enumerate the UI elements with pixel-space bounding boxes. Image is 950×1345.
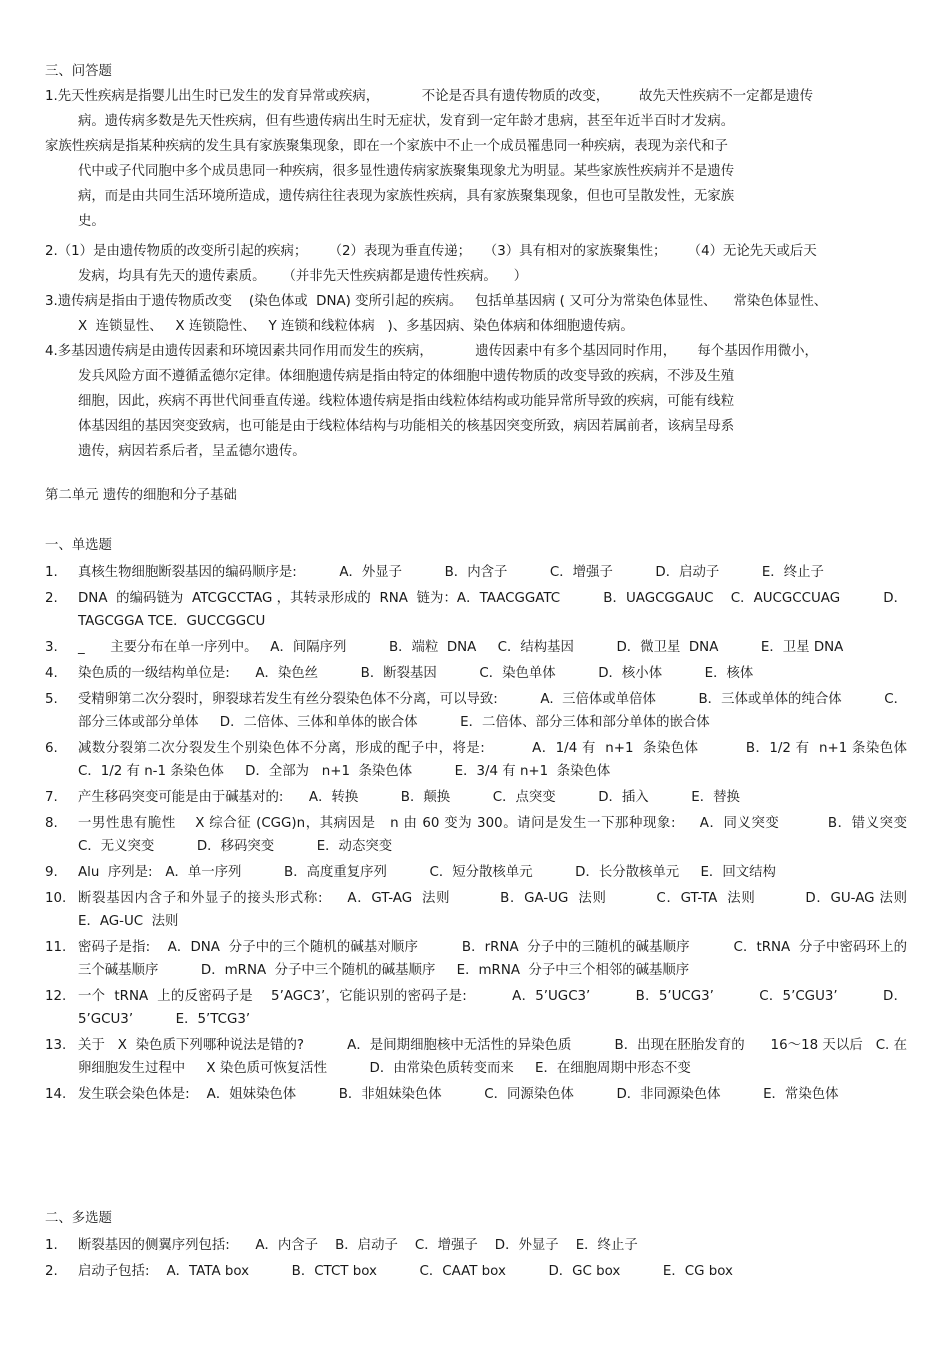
question-number: 10. [45,891,67,906]
question-number: 7. [45,790,58,805]
question-text: _ 主要分布在单一序列中。 A．间隔序列 B．端粒 DNA C．结构基因 D．微卫星 DNA E．卫星 DNA [78,640,844,655]
question-number: 12. [45,989,67,1004]
question-text: Alu 序列是: A．单一序列 B．高度重复序列 C．短分散核单元 D．长分散核单元 E．回文结构 [78,865,776,880]
qa-line: 史。 [78,214,105,229]
question-item [45,587,907,633]
question-text: 染色质的一级结构单位是: A．染色丝 B．断裂基因 C．染色单体 D．核小体 E．核体 [78,666,754,681]
question-text: 发生联会染色体是: A．姐妹染色体 B．非姐妹染色体 C．同源染色体 D．非同源染色体 E．常染色体 [78,1087,839,1102]
question-number: 1. [45,1238,58,1253]
question-number: 6. [45,741,58,756]
question-item [45,1083,907,1106]
question-text: 密码子是指: A．DNA 分子中的三个随机的碱基对顺序 B．rRNA 分子中的三随机的碱基顺序 C．tRNA 分子中密码环上的三个碱基顺序 D．mRNA 分子中三个随机的碱基顺序 E．mRNA 分子中三个相邻的碱基顺序 [78,940,907,978]
question-text: 产生移码突变可能是由于碱基对的: A．转换 B．颠换 C．点突变 D．插入 E．替换 [78,790,740,805]
qa-line: 细胞，因此，疾病不再世代间垂直传递。线粒体遗传病是指由线粒体结构或功能异常所导致的疾病，可能有线粒 [78,394,735,409]
single-choice-list [45,561,950,1109]
qa-answer-3 [45,289,905,339]
qa-answer-1 [45,84,905,134]
qa-line: 体基因组的基因突变致病，也可能是由于线粒体结构与功能相关的核基因突变所致，病因若属前者，该病呈母系 [78,419,735,434]
question-number: 14. [45,1087,67,1102]
qa-line: X 连锁显性、 X 连锁隐性、 Y 连锁和线粒体病 )、多基因病、染色体病和体细胞遗传病。 [78,319,634,334]
question-number: 13. [45,1038,67,1053]
question-number: 11. [45,940,67,955]
qa-line: 4.多基因遗传病是由遗传因素和环境因素共同作用而发生的疾病， 遗传因素中有多个基因同时作用， 每个基因作用微小， [45,344,818,359]
multi-choice-heading: 二、多选题 [45,1211,112,1226]
qa-line: 病。遗传病多数是先天性疾病，但有些遗传病出生时无症状，发育到一定年龄才患病，甚至年近半百时才发病。 [78,114,735,129]
question-number: 8. [45,816,58,831]
qa-line: 发兵风险方面不遵循孟德尔定律。体细胞遗传病是指由特定的体细胞中遗传物质的改变导致的疾病，不涉及生殖 [78,369,735,384]
question-item [45,786,907,809]
qa-answer-4 [45,339,905,464]
question-text: 受精卵第二次分裂时，卵裂球若发生有丝分裂染色体不分离，可以导致: A. 三倍体或单倍体 B．三体或单体的纯合体 C．部分三体或部分单体 D．二倍体、三体和单体的嵌合体 E．二倍体、部分三体和部分单体的嵌合体 [78,692,907,730]
question-text: 减数分裂第二次分裂发生个别染色体不分离，形成的配子中，将是: A．1/4 有 n+1 条染色体 B．1/2 有 n+1 条染色体 C．1/2 有 n-1 条染色体 D．全部为 n+1 条染色体 E．3/4 有 n+1 条染色体 [78,741,950,779]
question-number: 3. [45,640,58,655]
qa-answer-2 [45,239,905,289]
question-text: 断裂基因内含子和外显子的接头形式称: A．GT-AG 法则 B．GA-UG 法则 C．GT-TA 法则 D．GU-AG 法则 E．AG-UC 法则 [78,891,950,929]
qa-line: 病，而是由共同生活环境所造成，遗传病往往表现为家族性疾病，具有家族聚集现象，但也可呈散发性，无家族 [78,189,735,204]
question-text: 一男性患有脆性 X 综合征 (CGG)n，其病因是 n 由 60 变为 300。请问是发生一下那种现象: A．同义突变 B．错义突变 C．无义突变 D．移码突变 E．动态突变 [78,816,950,854]
question-number: 1. [45,565,58,580]
question-item [45,812,950,858]
qa-line: 遗传，病因若系后者，呈孟德尔遗传。 [78,444,306,459]
question-item [45,1260,907,1283]
question-number: 9. [45,865,58,880]
question-item [45,636,907,659]
question-number: 5. [45,692,58,707]
question-item [45,861,907,884]
qa-line: 1.先天性疾病是指婴儿出生时已发生的发育异常或疾病， 不论是否具有遗传物质的改变， 故先天性疾病不一定都是遗传 [45,89,814,104]
question-item [45,561,907,584]
question-item [45,887,950,933]
question-text: 关于 X 染色质下列哪种说法是错的? A．是间期细胞核中无活性的异染色质 B．出现在胚胎发育的 16～18 天以后 C. 在卵细胞发生过程中 X 染色质可恢复活性 D．由常染色质转变而来 E．在细胞周期中形态不变 [78,1038,907,1076]
qa-line: 2.（1）是由遗传物质的改变所引起的疾病； （2）表现为垂直传递； （3）具有相对的家族聚集性； （4）无论先天或后天 [45,244,817,259]
question-number: 2. [45,1264,58,1279]
question-text: 断裂基因的侧翼序列包括: A．内含子 B．启动子 C．增强子 D．外显子 E．终止子 [78,1238,638,1253]
multi-choice-list [45,1234,907,1286]
qa-line: 代中或子代同胞中多个成员患同一种疾病，很多显性遗传病家族聚集现象尤为明显。某些家族性疾病并不是遗传 [78,164,735,179]
question-number: 4. [45,666,58,681]
question-number: 2. [45,591,58,606]
question-text: 一个 tRNA 上的反密码子是 5’AGC3’，它能识别的密码子是: A．5’UGC3’ B．5’UCG3’ C．5’CGU3’ D．5’GCU3’ E．5’TCG3’ [78,989,907,1027]
question-item [45,688,907,734]
single-choice-heading: 一、单选题 [45,538,112,553]
qa-line: 3.遗传病是指由于遗传物质改变 (染色体或 DNA) 变所引起的疾病。 包括单基因病 ( 又可分为常染色体显性、 常染色体显性、 [45,294,828,309]
question-item [45,936,907,982]
unit-title: 第二单元 遗传的细胞和分子基础 [45,488,237,503]
question-item [45,1034,907,1080]
qa-heading: 三、问答题 [45,64,112,79]
question-item [45,1234,907,1257]
question-item [45,737,950,783]
qa-line: 家族性疾病是指某种疾病的发生具有家族聚集现象，即在一个家族中不止一个成员罹患同一种疾病，表现为亲代和子 [45,139,728,154]
question-text: 启动子包括: A．TATA box B．CTCT box C．CAAT box D．GC box E．CG box [78,1264,733,1279]
qa-answer-1-cont [45,134,905,234]
qa-line: 发病，均具有先天的遗传素质。 （并非先天性疾病都是遗传性疾病。 ） [78,269,528,284]
question-text: DNA 的编码链为 ATCGCCTAG ，其转录形成的 RNA 链为：A．TAACGGATC B．UAGCGGAUC C．AUCGCCUAG D．TAGCGGA TCE．GUCCGGCU [78,591,907,629]
question-text: 真核生物细胞断裂基因的编码顺序是: A．外显子 B．内含子 C．增强子 D．启动子 E．终止子 [78,565,824,580]
qa-section [45,59,905,464]
question-item [45,662,907,685]
question-item [45,985,907,1031]
